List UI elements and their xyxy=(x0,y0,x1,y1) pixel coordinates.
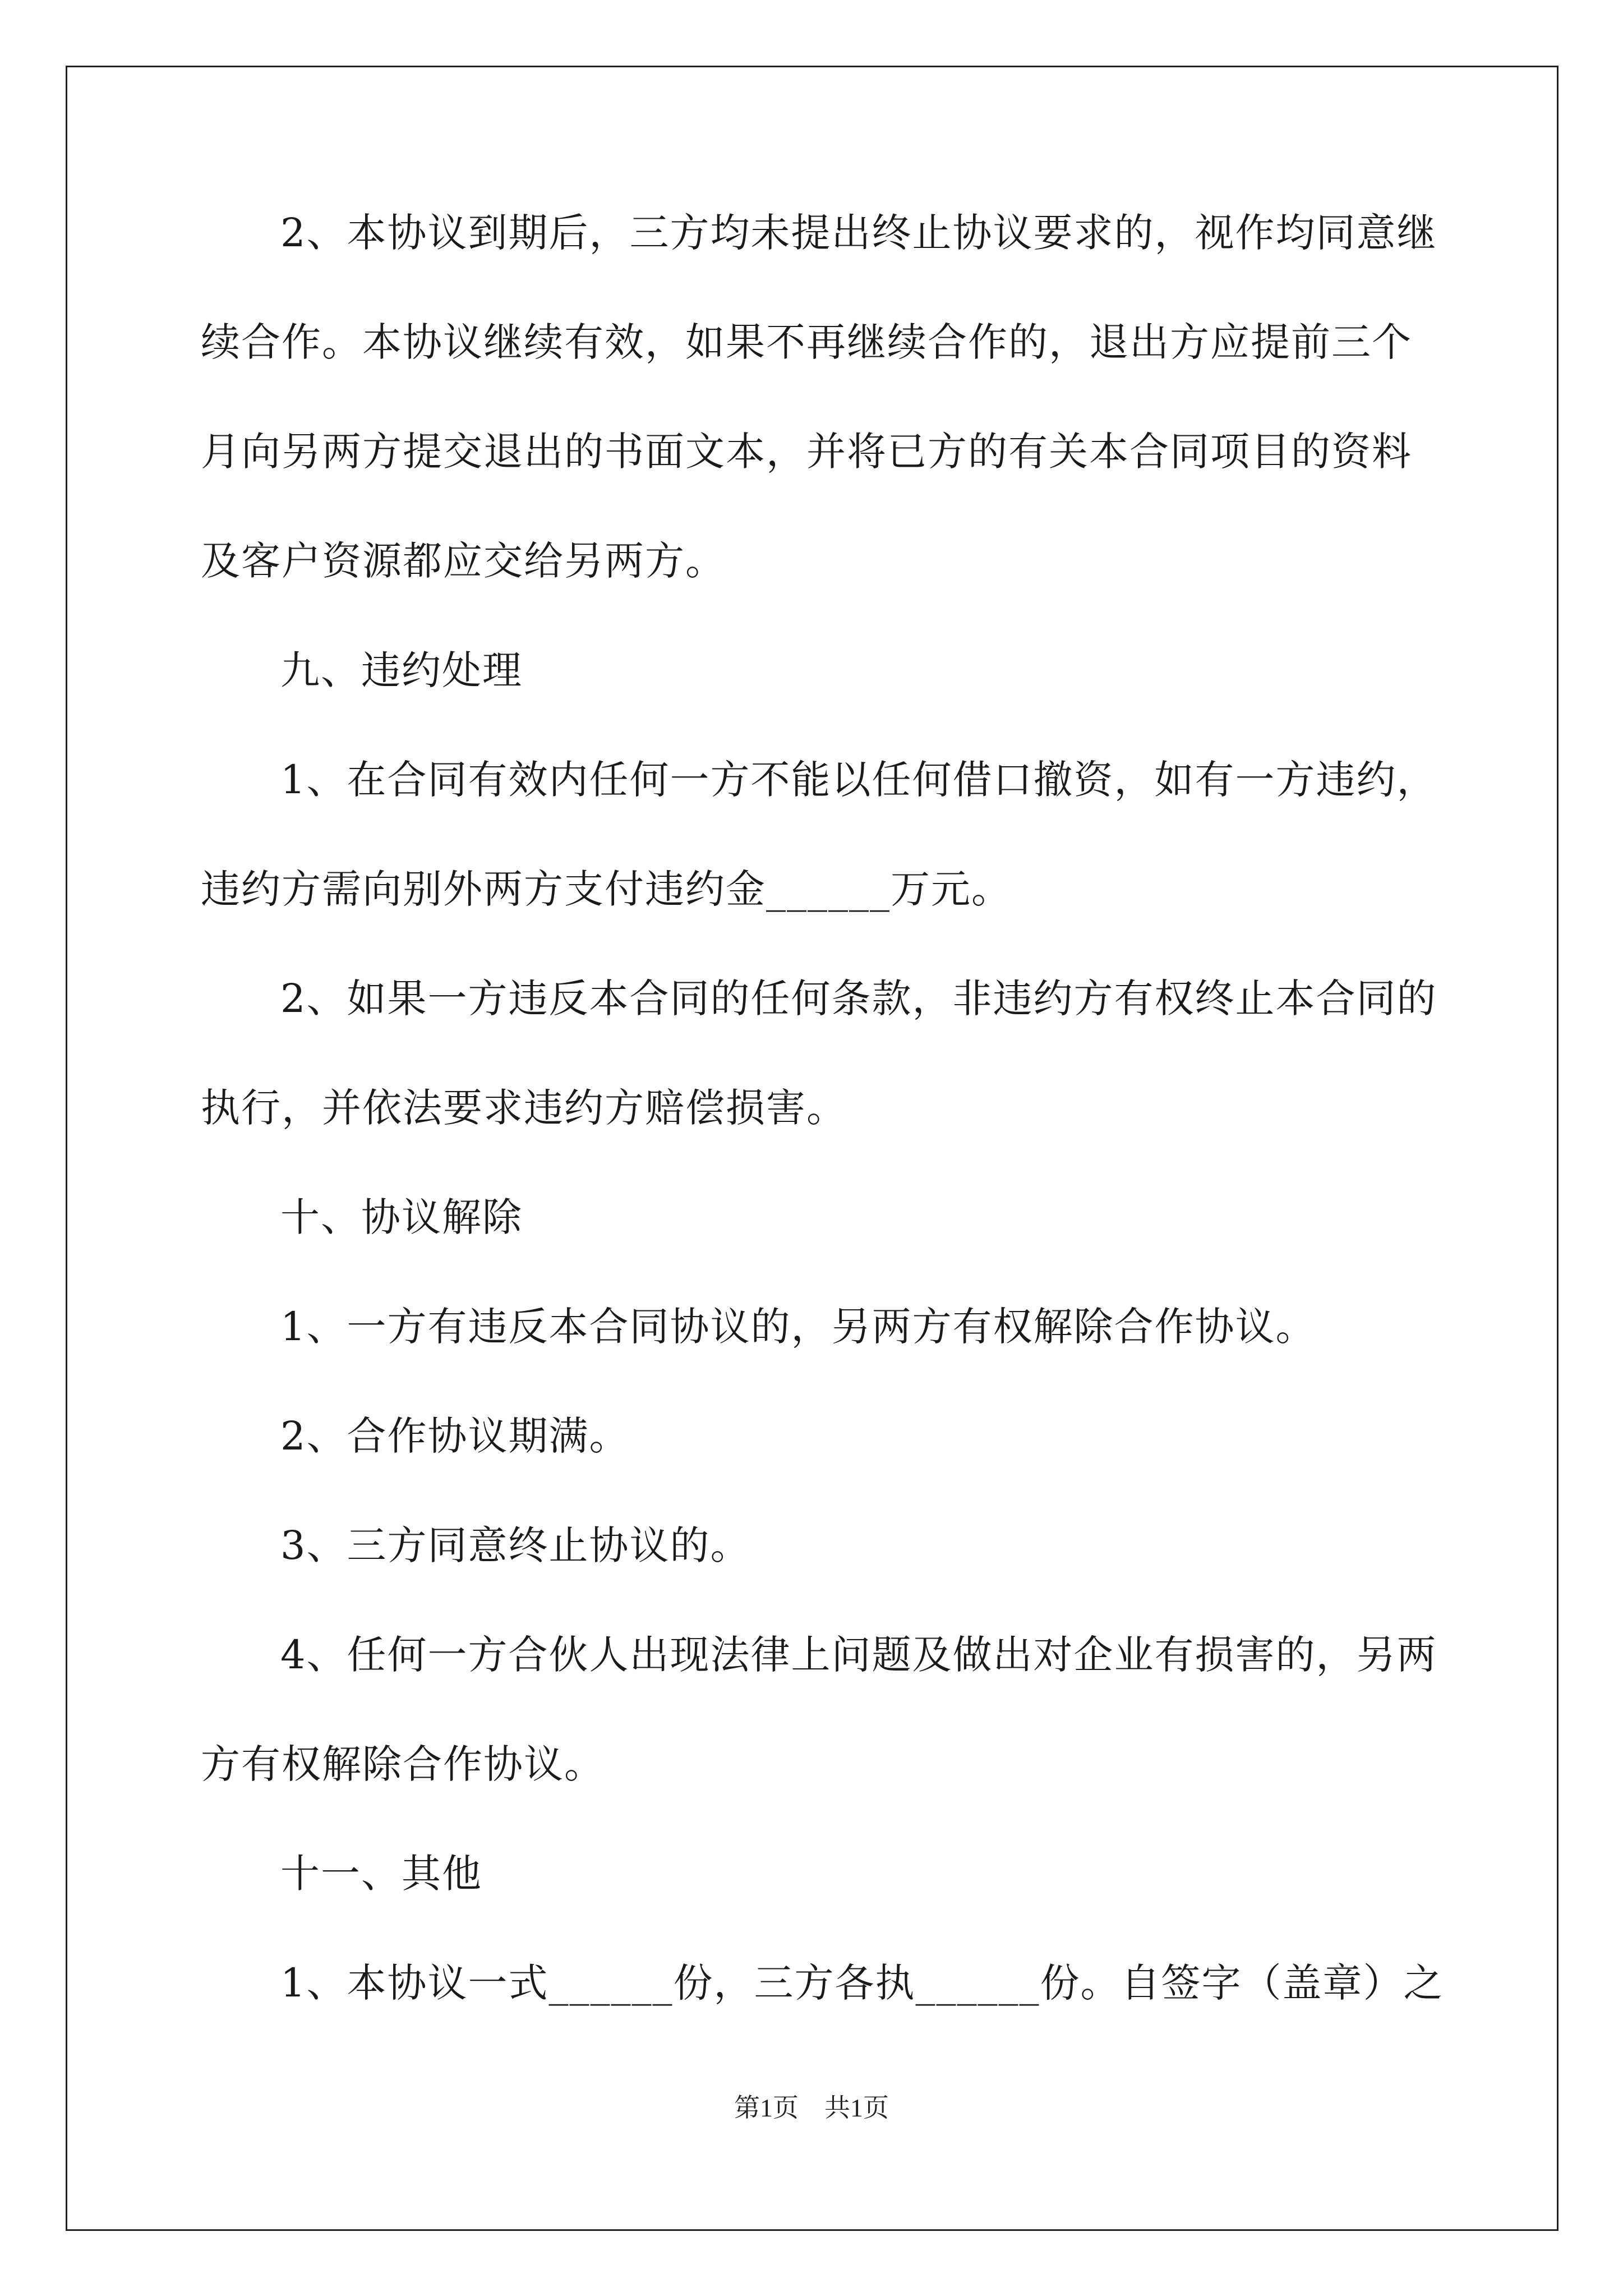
paragraph-line: 执行，并依法要求违约方赔偿损害。 xyxy=(201,1085,847,1131)
paragraph-line: 1、本协议一式______份，三方各执______份。自签字（盖章）之 xyxy=(280,1960,1444,2006)
paragraph-line: 3、三方同意终止协议的。 xyxy=(280,1522,751,1568)
paragraph-line: 2、合作协议期满。 xyxy=(280,1413,630,1459)
page-footer: 第1页 共1页 xyxy=(734,2093,889,2122)
section-heading: 十、协议解除 xyxy=(280,1194,523,1240)
paragraph-line: 月向另两方提交退出的书面文本，并将已方的有关本合同项目的资料 xyxy=(201,429,1412,475)
paragraph-line: 2、本协议到期后，三方均未提出终止协议要求的，视作均同意继 xyxy=(280,210,1437,256)
section-heading: 九、违约处理 xyxy=(280,647,523,693)
paragraph-line: 4、任何一方合伙人出现法律上问题及做出对企业有损害的，另两 xyxy=(280,1632,1437,1678)
paragraph-line: 违约方需向别外两方支付违约金______万元。 xyxy=(201,866,1012,912)
paragraph-line: 2、如果一方违反本合同的任何条款，非违约方有权终止本合同的 xyxy=(280,976,1437,1022)
paragraph-line: 1、在合同有效内任何一方不能以任何借口撤资，如有一方违约， xyxy=(280,757,1437,803)
paragraph-line: 续合作。本协议继续有效，如果不再继续合作的，退出方应提前三个 xyxy=(201,319,1412,365)
paragraph-line: 1、一方有违反本合同协议的，另两方有权解除合作协议。 xyxy=(280,1304,1316,1350)
section-heading: 十一、其他 xyxy=(280,1851,482,1897)
paragraph-line: 方有权解除合作协议。 xyxy=(201,1741,605,1787)
page-border xyxy=(66,66,1559,2231)
paragraph-line: 及客户资源都应交给另两方。 xyxy=(201,538,726,584)
